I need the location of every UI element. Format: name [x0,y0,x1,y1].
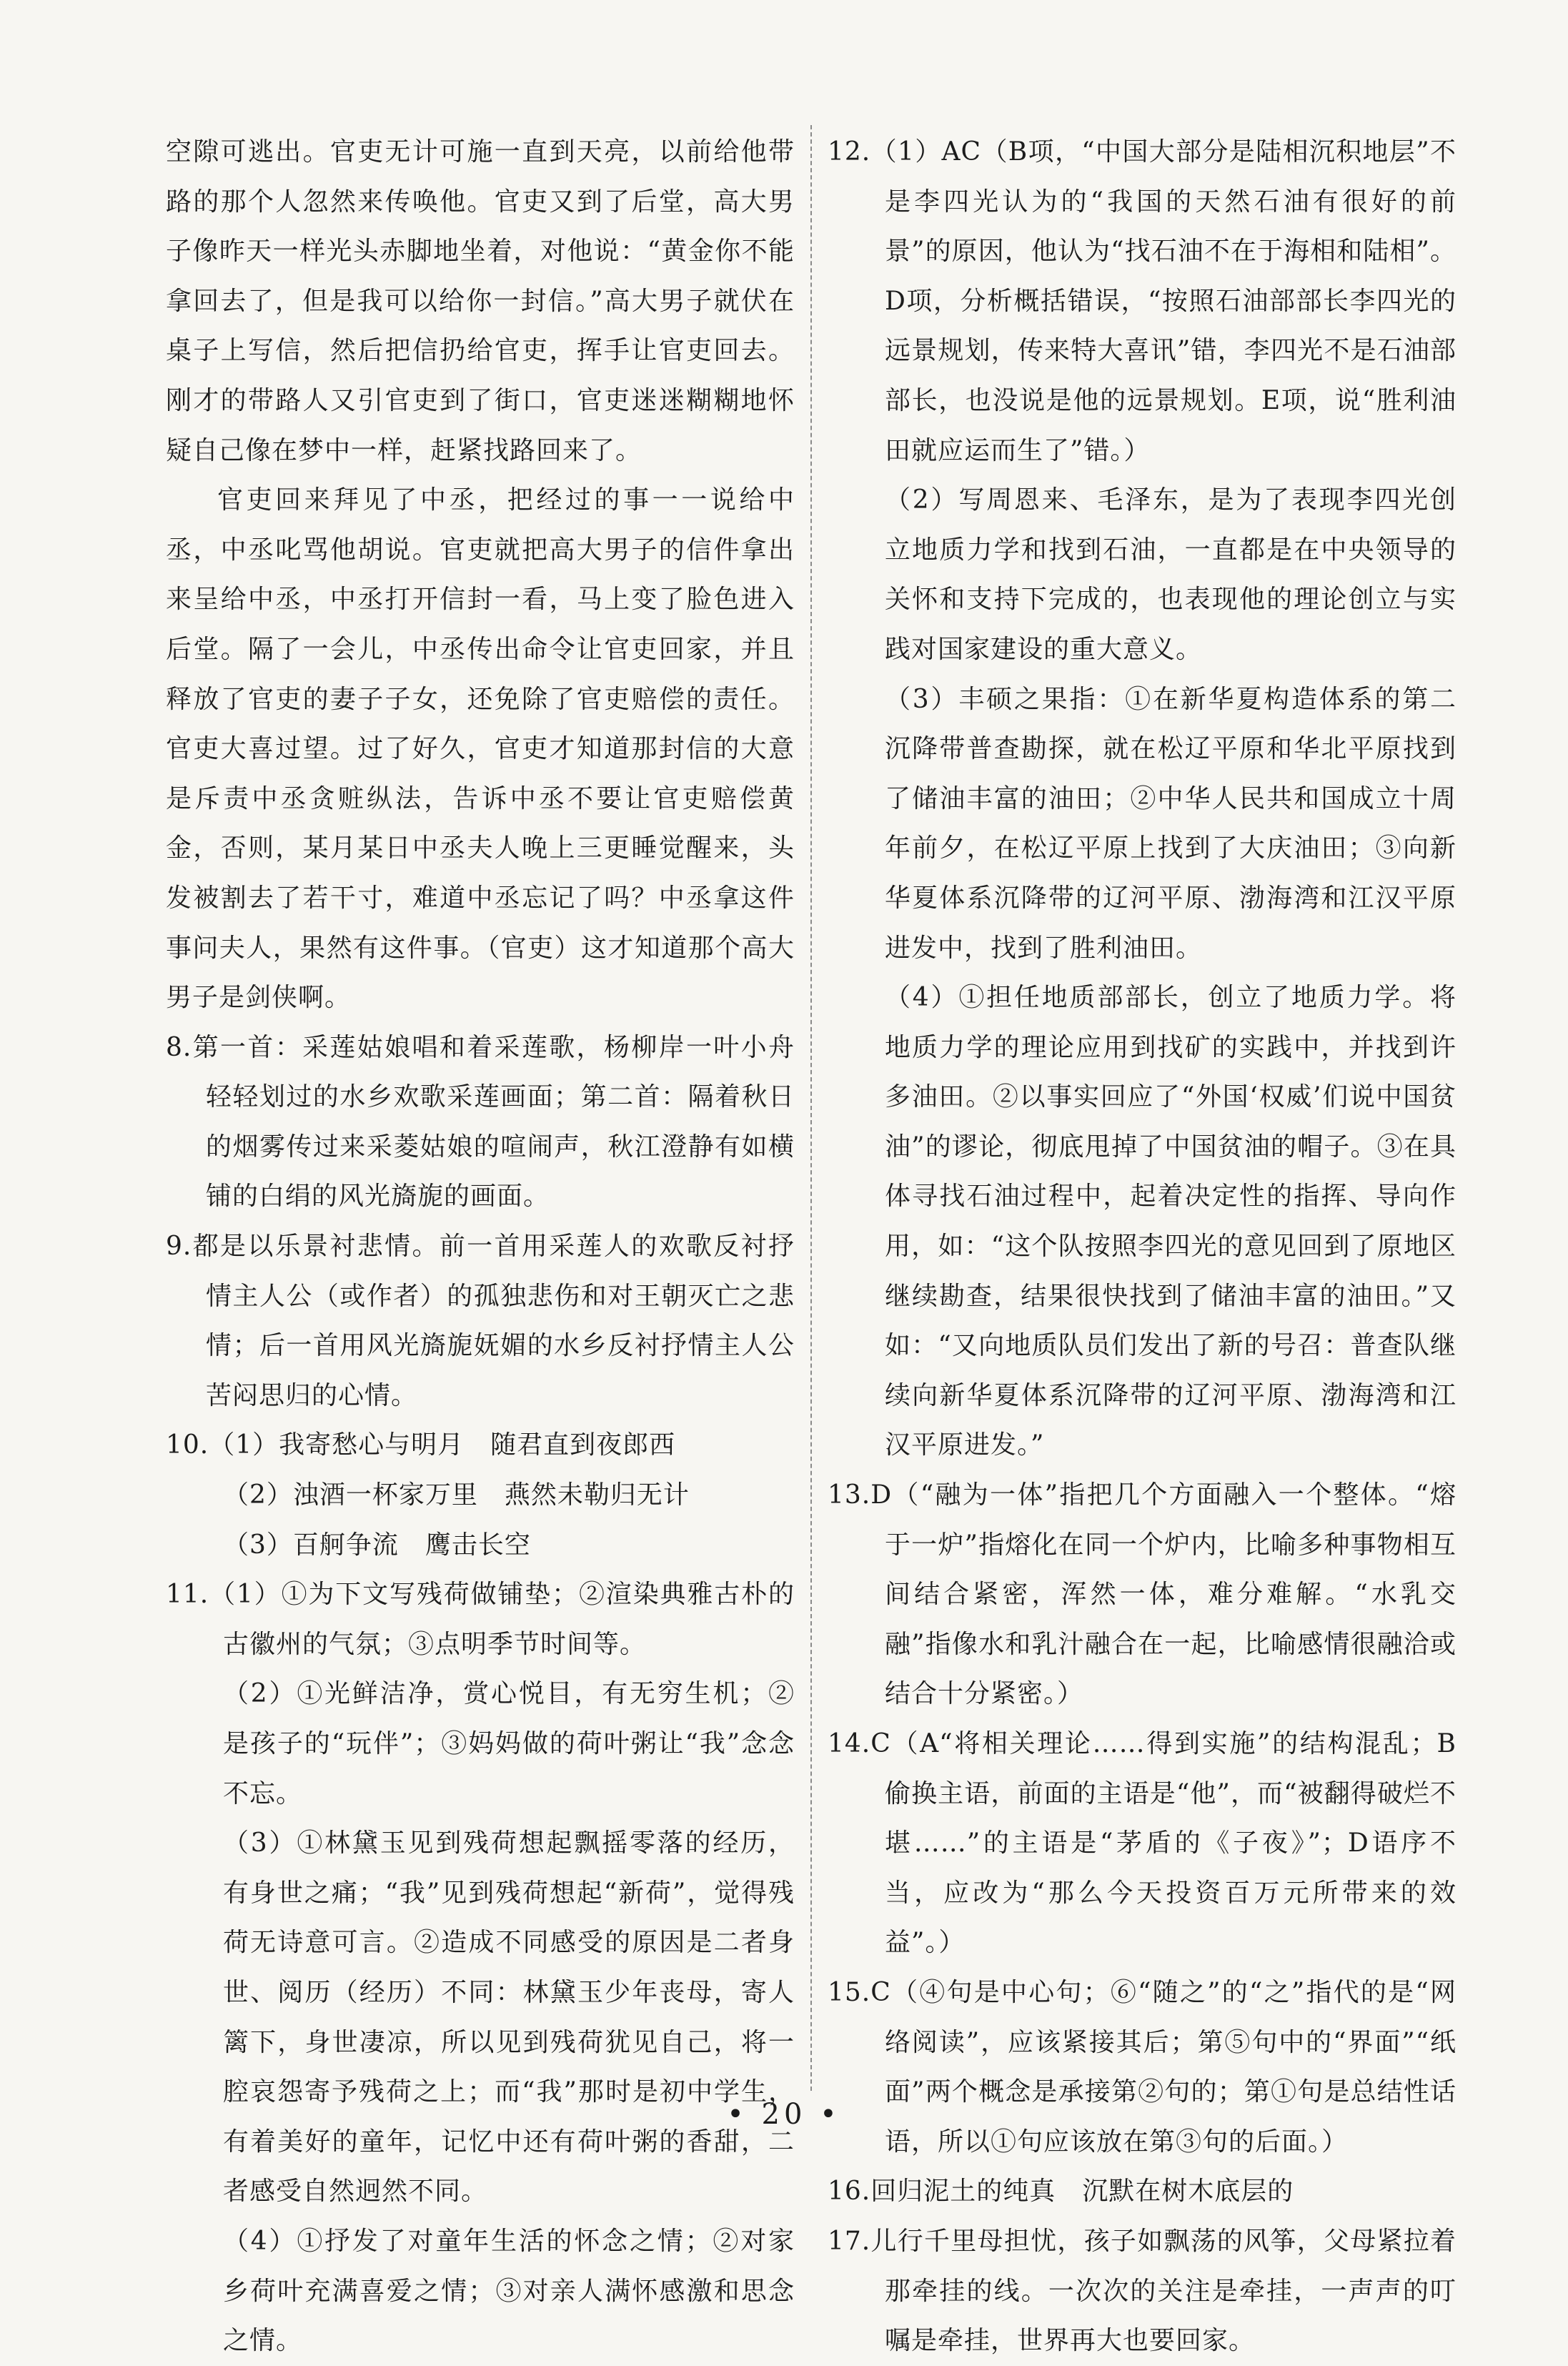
answer-9: 9.都是以乐景衬悲情。前一首用采莲人的欢歌反衬抒情主人公（或作者）的孤独悲伤和对王朝灭亡之悲情；后一首用风光旖旎妩媚的水乡反衬抒情主人公苦闷思归的心情。 [166,1232,795,1410]
answer-8: 8.第一首：采莲姑娘唱和着采莲歌，杨柳岸一叶小舟轻轻划过的水乡欢歌采莲画面；第二首：隔着秋日的烟雾传过来采菱姑娘的喧闹声，秋江澄静有如横铺的白绢的风光旖旎的画面。 [166,1032,795,1212]
answer-11-2: （2）①光鲜洁净，赏心悦目，有无穷生机；②是孩子的“玩伴”；③妈妈做的荷叶粥让“我”念念不忘。 [223,1679,795,1808]
page-number: • 20 • [727,2098,841,2131]
column-divider [810,125,812,2091]
answer-13: 13.D（“融为一体”指把几个方面融入一个整体。“熔于一炉”指熔化在同一个炉内，比喻多种事物相互间结合紧密，浑然一体，难分难解。“水乳交融”指像水和乳汁融合在一起，比喻感情很融洽或结合十分紧密。） [828,1480,1457,1709]
answer-16: 16.回归泥土的纯真 沉默在树木底层的 [828,2177,1294,2207]
story-paragraph-2: 官吏回来拜见了中丞，把经过的事一一说给中丞，中丞叱骂他胡说。官吏就把高大男子的信件拿出来呈给中丞，中丞打开信封一看，马上变了脸色进入后堂。隔了一会儿，中丞传出命令让官吏回家，并且释放了官吏的妻子子女，还免除了官吏赔偿的责任。官吏大喜过望。过了好久，官吏才知道那封信的大意是斥责中丞贪赃纵法，告诉中丞不要让官吏赔偿黄金，否则，某月某日中丞夫人晚上三更睡觉醒来，头发被割去了若干寸，难道中丞忘记了吗？中丞拿这件事问夫人，果然有这件事。（官吏）这才知道那个高大男子是剑侠啊。 [166,485,795,1013]
answer-10-1: 10.（1）我寄愁心与明月 随君直到夜郎西 [166,1430,676,1460]
answer-14: 14.C（A“将相关理论……得到实施”的结构混乱；B偷换主语，前面的主语是“他”，而“被翻得破烂不堪……”的主语是“茅盾的《子夜》”；D语序不当，应改为“那么今天投资百万元所带来的效益”。） [828,1729,1457,1958]
answer-12-1: 12.（1）AC（B项，“中国大部分是陆相沉积地层”不是李四光认为的“我国的天然石油有很好的前景”的原因，他认为“找石油不在于海相和陆相”。D项，分析概括错误，“按照石油部部长李四光的远景规划，传来特大喜讯”错，李四光不是石油部部长，也没说是他的远景规划。E项，说“胜利油田就应运而生了”错。） [828,137,1457,465]
answer-17: 17.儿行千里母担忧，孩子如飘荡的风筝，父母紧拉着那牵挂的线。一次次的关注是牵挂，一声声的叮嘱是牵挂，世界再大也要回家。 [828,2226,1457,2356]
answer-15: 15.C（④句是中心句；⑥“随之”的“之”指代的是“网络阅读”，应该紧接其后；第⑤句中的“界面”“纸面”两个概念是承接第②句的；第①句是总结性话语，所以①句应该放在第③句的后面。） [828,1977,1457,2157]
answer-10-3: （3）百舸争流 鹰击长空 [223,1530,531,1560]
answer-12-2: （2）写周恩来、毛泽东，是为了表现李四光创立地质力学和找到石油，一直都是在中央领导的关怀和支持下完成的，也表现他的理论创立与实践对国家建设的重大意义。 [885,485,1457,664]
answer-11-1: 11.（1）①为下文写残荷做铺垫；②渲染典雅古朴的古徽州的气氛；③点明季节时间等。 [166,1580,795,1659]
answer-10-2: （2）浊酒一杯家万里 燕然未勒归无计 [223,1480,690,1510]
answer-12-3: （3）丰硕之果指：①在新华夏构造体系的第二沉降带普查勘探，就在松辽平原和华北平原找到了储油丰富的油田；②中华人民共和国成立十周年前夕，在松辽平原上找到了大庆油田；③向新华夏体系沉降带的辽河平原、渤海湾和江汉平原进发中，找到了胜利油田。 [885,684,1457,963]
answer-11-3: （3）①林黛玉见到残荷想起飘摇零落的经历，有身世之痛；“我”见到残荷想起“新荷”，觉得残荷无诗意可言。②造成不同感受的原因是二者身世、阅历（经历）不同：林黛玉少年丧母，寄人篱下，身世凄凉，所以见到残荷犹见自己，将一腔哀怨寄予残荷之上；而“我”那时是初中学生，有着美好的童年，记忆中还有荷叶粥的香甜，二者感受自然迥然不同。 [223,1828,795,2207]
right-column [828,127,1457,2366]
left-column [166,127,795,2366]
answer-12-4: （4）①担任地质部部长，创立了地质力学。将地质力学的理论应用到找矿的实践中，并找到许多油田。②以事实回应了“外国‘权威’们说中国贫油”的谬论，彻底甩掉了中国贫油的帽子。③在具体寻找石油过程中，起着决定性的指挥、导向作用，如：“这个队按照李四光的意见回到了原地区继续勘查，结果很快找到了储油丰富的油田。”又如：“又向地质队员们发出了新的号召：普查队继续向新华夏体系沉降带的辽河平原、渤海湾和江汉平原进发。” [885,983,1457,1460]
story-paragraph-1: 空隙可逃出。官吏无计可施一直到天亮，以前给他带路的那个人忽然来传唤他。官吏又到了后堂，高大男子像昨天一样光头赤脚地坐着，对他说：“黄金你不能拿回去了，但是我可以给你一封信。”高大男子就伏在桌子上写信，然后把信扔给官吏，挥手让官吏回去。刚才的带路人又引官吏到了街口，官吏迷迷糊糊地怀疑自己像在梦中一样，赶紧找路回来了。 [166,137,795,465]
answer-11-4: （4）①抒发了对童年生活的怀念之情；②对家乡荷叶充满喜爱之情；③对亲人满怀感激和思念之情。 [223,2226,795,2356]
